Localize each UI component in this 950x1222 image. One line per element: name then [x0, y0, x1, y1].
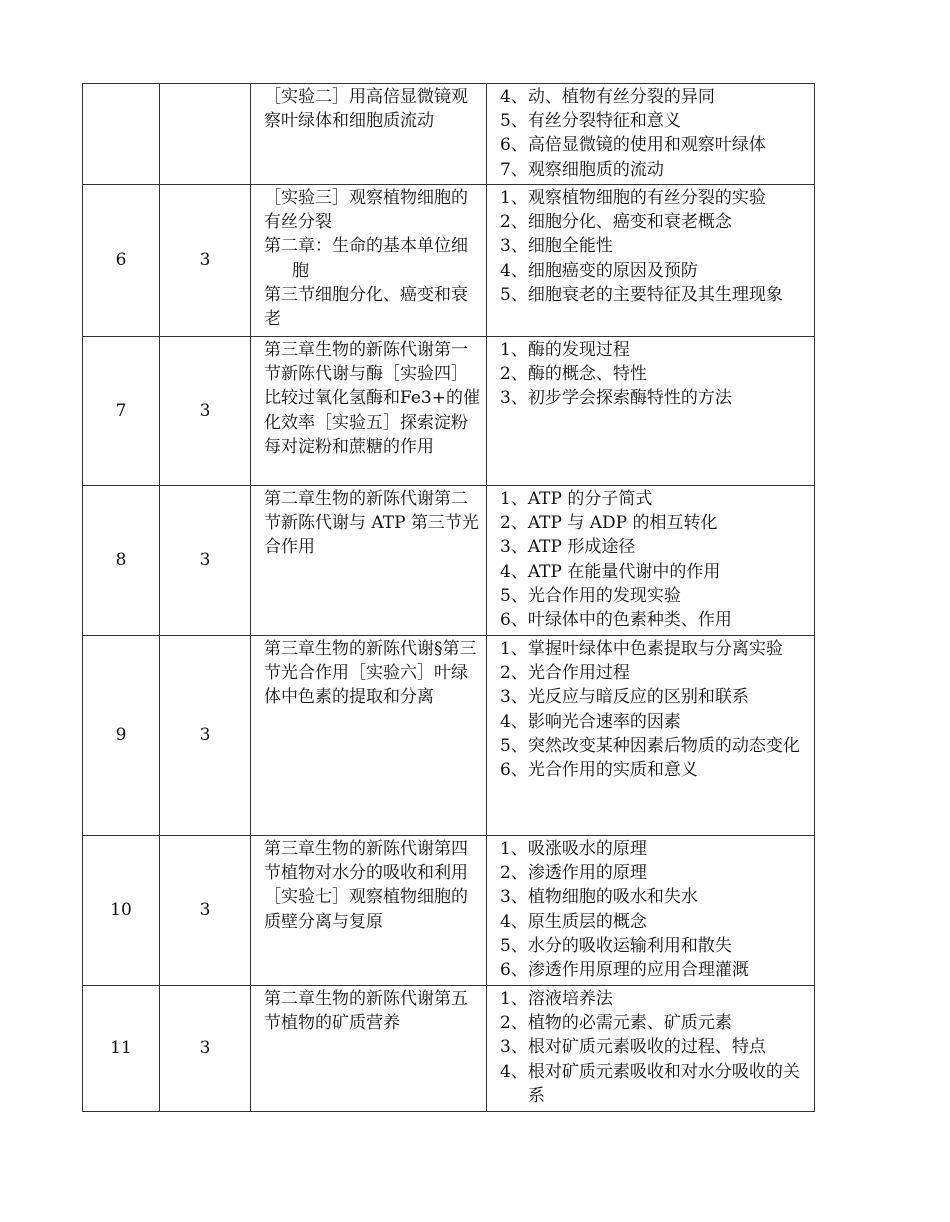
- list-item: 3、植物细胞的吸水和失水: [500, 887, 698, 908]
- list-item: 4、影响光合速率的因素: [500, 711, 681, 732]
- week-cell: 8: [83, 486, 160, 636]
- content-text: ［实验七］观察植物细胞的质壁分离与复原: [264, 887, 468, 932]
- list-item: 1、溶液培养法: [500, 989, 613, 1009]
- hours-cell: [160, 84, 251, 185]
- list-item: 2、植物的必需元素、矿质元素: [500, 1013, 732, 1034]
- points-cell: [487, 486, 815, 636]
- list-item: 5、水分的吸收运输利用和散失: [500, 935, 732, 956]
- list-item: 1、酶的发现过程: [500, 340, 630, 360]
- week-cell: [83, 84, 160, 185]
- hours-cell: 3: [160, 636, 251, 836]
- content-text: 第三章生物的新陈代谢第一节新陈代谢与酶［实验四］比较过氧化氢酶和Fe3+的催化效率［实验五］探索淀粉每对淀粉和蔗糖的作用: [264, 340, 480, 457]
- list-item: 4、动、植物有丝分裂的异同: [500, 87, 715, 107]
- list-item: 4、原生质层的概念: [500, 911, 647, 932]
- list-item: 4、细胞癌变的原因及预防: [500, 260, 698, 281]
- content-text: 第二章生物的新陈代谢第五节植物的矿质营养: [264, 989, 468, 1034]
- content-text: ［实验三］观察植物细胞的有丝分裂: [264, 188, 468, 233]
- points-cell: [487, 185, 815, 337]
- hours-cell: 3: [160, 337, 251, 486]
- list-item: 1、掌握叶绿体中色素提取与分离实验: [500, 639, 783, 659]
- list-item: 6、渗透作用原理的应用合理灌溉: [500, 960, 749, 981]
- content-cell: [251, 836, 487, 986]
- list-item: 5、细胞衰老的主要特征及其生理现象: [500, 284, 783, 305]
- points-cell: [487, 836, 815, 986]
- points-cell: [487, 986, 815, 1112]
- points-cell: [487, 636, 815, 836]
- table-row: [83, 185, 815, 337]
- list-item: 2、渗透作用的原理: [500, 863, 647, 884]
- week-cell: 6: [83, 185, 160, 337]
- hours-cell: 3: [160, 486, 251, 636]
- table-row: [83, 986, 815, 1112]
- hours-cell: 3: [160, 836, 251, 986]
- list-item: 5、突然改变某种因素后物质的动态变化: [500, 735, 800, 756]
- list-item: 1、吸涨吸水的原理: [500, 839, 647, 859]
- list-item: 2、酶的概念、特性: [500, 364, 647, 385]
- syllabus-table: [82, 83, 815, 1112]
- week-cell: 11: [83, 986, 160, 1112]
- table-row: [83, 337, 815, 486]
- points-list: [500, 487, 810, 632]
- content-text: 第三节细胞分化、癌变和衰老: [264, 284, 468, 330]
- list-item: 2、光合作用过程: [500, 663, 630, 684]
- list-item: 2、ATP 与 ADP 的相互转化: [500, 513, 718, 534]
- list-item: 6、高倍显微镜的使用和观察叶绿体: [500, 135, 766, 156]
- points-list: [500, 85, 810, 182]
- content-cell: [251, 636, 487, 836]
- table-row: [83, 836, 815, 986]
- list-item: 1、ATP 的分子简式: [500, 489, 653, 509]
- list-item: 3、光反应与暗反应的区别和联系: [500, 687, 749, 708]
- week-cell: 10: [83, 836, 160, 986]
- points-list: [500, 987, 810, 1108]
- list-item: 2、细胞分化、癌变和衰老概念: [500, 212, 732, 233]
- list-item: 6、光合作用的实质和意义: [500, 760, 698, 781]
- list-item: 4、根对矿质元素吸收和对水分吸收的关系: [500, 1061, 800, 1106]
- table-row: [83, 486, 815, 636]
- content-text: 第二章：生命的基本单位细胞: [264, 236, 468, 281]
- points-list: [500, 338, 810, 411]
- points-list: [500, 837, 810, 982]
- content-text: 第二章生物的新陈代谢第二节新陈代谢与 ATP 第三节光合作用: [264, 489, 479, 558]
- list-item: 5、光合作用的发现实验: [500, 585, 681, 606]
- table-row: [83, 84, 815, 185]
- list-item: 4、ATP 在能量代谢中的作用: [500, 561, 721, 582]
- content-cell: [251, 185, 487, 337]
- content-text: 第三章生物的新陈代谢第四节植物对水分的吸收和利用: [264, 839, 468, 884]
- content-text: ［实验二］用高倍显微镜观察叶绿体和细胞质流动: [264, 87, 468, 132]
- list-item: 1、观察植物细胞的有丝分裂的实验: [500, 188, 766, 208]
- list-item: 7、观察细胞质的流动: [500, 159, 664, 180]
- points-list: [500, 637, 810, 782]
- points-cell: [487, 337, 815, 486]
- list-item: 6、叶绿体中的色素种类、作用: [500, 610, 732, 631]
- week-cell: 7: [83, 337, 160, 486]
- list-item: 3、细胞全能性: [500, 236, 613, 257]
- content-cell: [251, 84, 487, 185]
- content-cell: [251, 486, 487, 636]
- list-item: 3、ATP 形成途径: [500, 537, 636, 558]
- table-row: [83, 636, 815, 836]
- list-item: 3、根对矿质元素吸收的过程、特点: [500, 1037, 766, 1058]
- hours-cell: 3: [160, 185, 251, 337]
- list-item: 5、有丝分裂特征和意义: [500, 111, 681, 132]
- points-cell: [487, 84, 815, 185]
- content-text: 第三章生物的新陈代谢§第三节光合作用［实验六］叶绿体中色素的提取和分离: [264, 639, 477, 708]
- list-item: 3、初步学会探索酶特性的方法: [500, 388, 732, 409]
- content-cell: [251, 986, 487, 1112]
- hours-cell: 3: [160, 986, 251, 1112]
- week-cell: 9: [83, 636, 160, 836]
- content-cell: [251, 337, 487, 486]
- points-list: [500, 186, 810, 307]
